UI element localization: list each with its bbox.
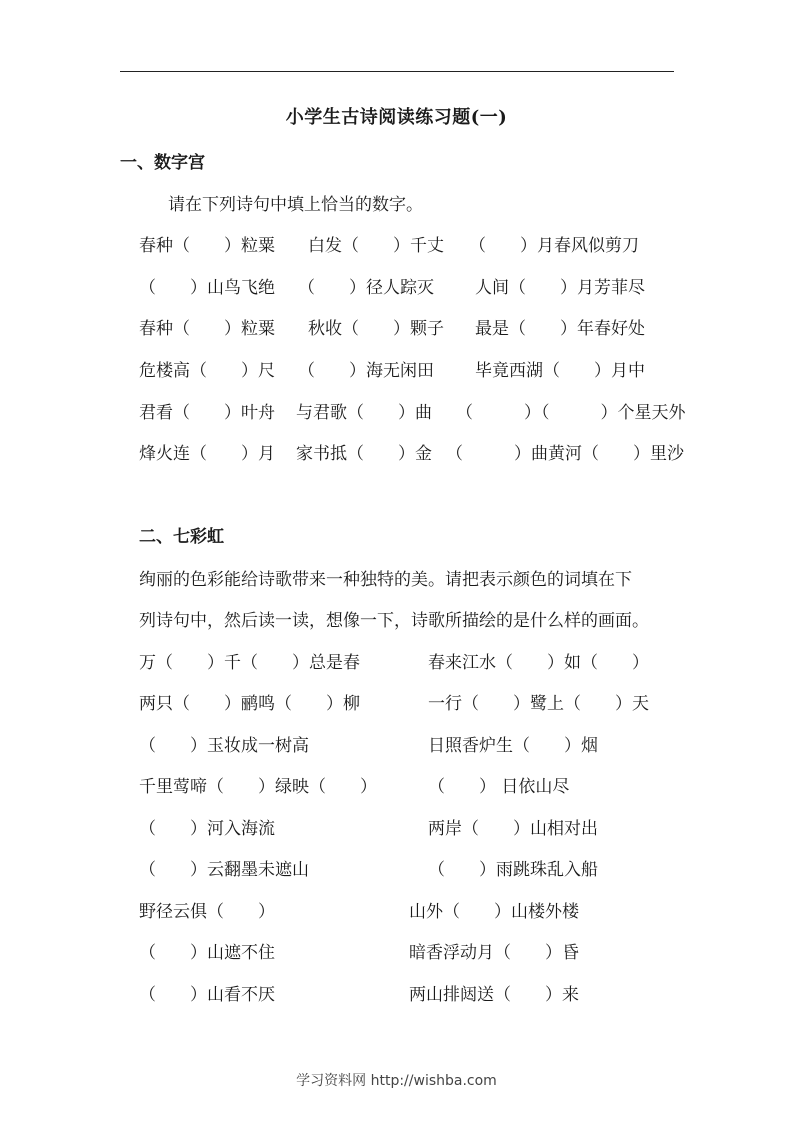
s1-row3-col2: 秋收（ ）颗子 bbox=[308, 319, 444, 339]
footer-watermark: 学习资料网 http://wishba.com bbox=[296, 1073, 497, 1089]
s2-row6-col1: （ ）云翻墨未遮山 bbox=[139, 860, 309, 880]
s1-row2-col1: （ ）山鸟飞绝 bbox=[139, 278, 275, 298]
s1-row5-col3: （ ）（ ）个星天外 bbox=[456, 403, 686, 423]
s1-row2-col2: （ ）径人踪灭 bbox=[298, 278, 434, 298]
s1-row5-col2: 与君歌（ ）曲 bbox=[296, 403, 432, 423]
top-rule bbox=[120, 71, 674, 72]
s2-row9-col2: 两山排闼送（ ）来 bbox=[409, 985, 579, 1005]
s1-row6-col1: 烽火连（ ）月 bbox=[139, 444, 275, 464]
s1-row1-col1: 春种（ ）粒粟 bbox=[139, 236, 275, 256]
s1-row3-col3: 最是（ ）年春好处 bbox=[475, 319, 645, 339]
section1-instruction: 请在下列诗句中填上恰当的数字。 bbox=[168, 195, 423, 215]
s2-row7-col1: 野径云俱（ ） bbox=[139, 902, 275, 922]
s2-row4-col1: 千里莺啼（ ）绿映（ ） bbox=[139, 777, 377, 797]
s1-row4-col3: 毕竟西湖（ ）月中 bbox=[475, 361, 645, 381]
page-title: 小学生古诗阅读练习题(一) bbox=[285, 107, 508, 128]
s2-row4-col2: （ ） 日依山尽 bbox=[428, 777, 570, 797]
s1-row2-col3: 人间（ ）月芳菲尽 bbox=[475, 278, 645, 298]
s2-row1-col2: 春来江水（ ）如（ ） bbox=[428, 653, 649, 673]
s1-row6-col2: 家书抵（ ）金 bbox=[296, 444, 432, 464]
section2-intro-line2: 列诗句中，然后读一读，想像一下，诗歌所描绘的是什么样的画面。 bbox=[139, 611, 649, 631]
s2-row8-col2: 暗香浮动月（ ）昏 bbox=[409, 943, 579, 963]
s1-row4-col1: 危楼高（ ）尺 bbox=[139, 361, 275, 381]
s1-row5-col1: 君看（ ）叶舟 bbox=[139, 403, 275, 423]
s2-row6-col2: （ ）雨跳珠乱入船 bbox=[428, 860, 598, 880]
s1-row6-col3: （ ）曲黄河（ ）里沙 bbox=[446, 444, 684, 464]
s2-row9-col1: （ ）山看不厌 bbox=[139, 985, 275, 1005]
s2-row5-col2: 两岸（ ）山相对出 bbox=[428, 819, 598, 839]
s2-row2-col2: 一行（ ）鹭上（ ）天 bbox=[428, 694, 649, 714]
s2-row3-col1: （ ）玉妆成一树高 bbox=[139, 736, 309, 756]
s1-row1-col3: （ ）月春风似剪刀 bbox=[469, 236, 639, 256]
s2-row7-col2: 山外（ ）山楼外楼 bbox=[409, 902, 579, 922]
section2-heading: 二、七彩虹 bbox=[139, 527, 224, 547]
s1-row3-col1: 春种（ ）粒粟 bbox=[139, 319, 275, 339]
s2-row2-col1: 两只（ ）鹂鸣（ ）柳 bbox=[139, 694, 360, 714]
s2-row1-col1: 万（ ）千（ ）总是春 bbox=[139, 653, 360, 673]
section2-intro-line1: 绚丽的色彩能给诗歌带来一种独特的美。请把表示颜色的词填在下 bbox=[139, 570, 632, 590]
section1-heading: 一、数字宫 bbox=[120, 153, 205, 173]
s1-row1-col2: 白发（ ）千丈 bbox=[308, 236, 444, 256]
s1-row4-col2: （ ）海无闲田 bbox=[298, 361, 434, 381]
s2-row3-col2: 日照香炉生（ ）烟 bbox=[428, 736, 598, 756]
s2-row8-col1: （ ）山遮不住 bbox=[139, 943, 275, 963]
s2-row5-col1: （ ）河入海流 bbox=[139, 819, 275, 839]
